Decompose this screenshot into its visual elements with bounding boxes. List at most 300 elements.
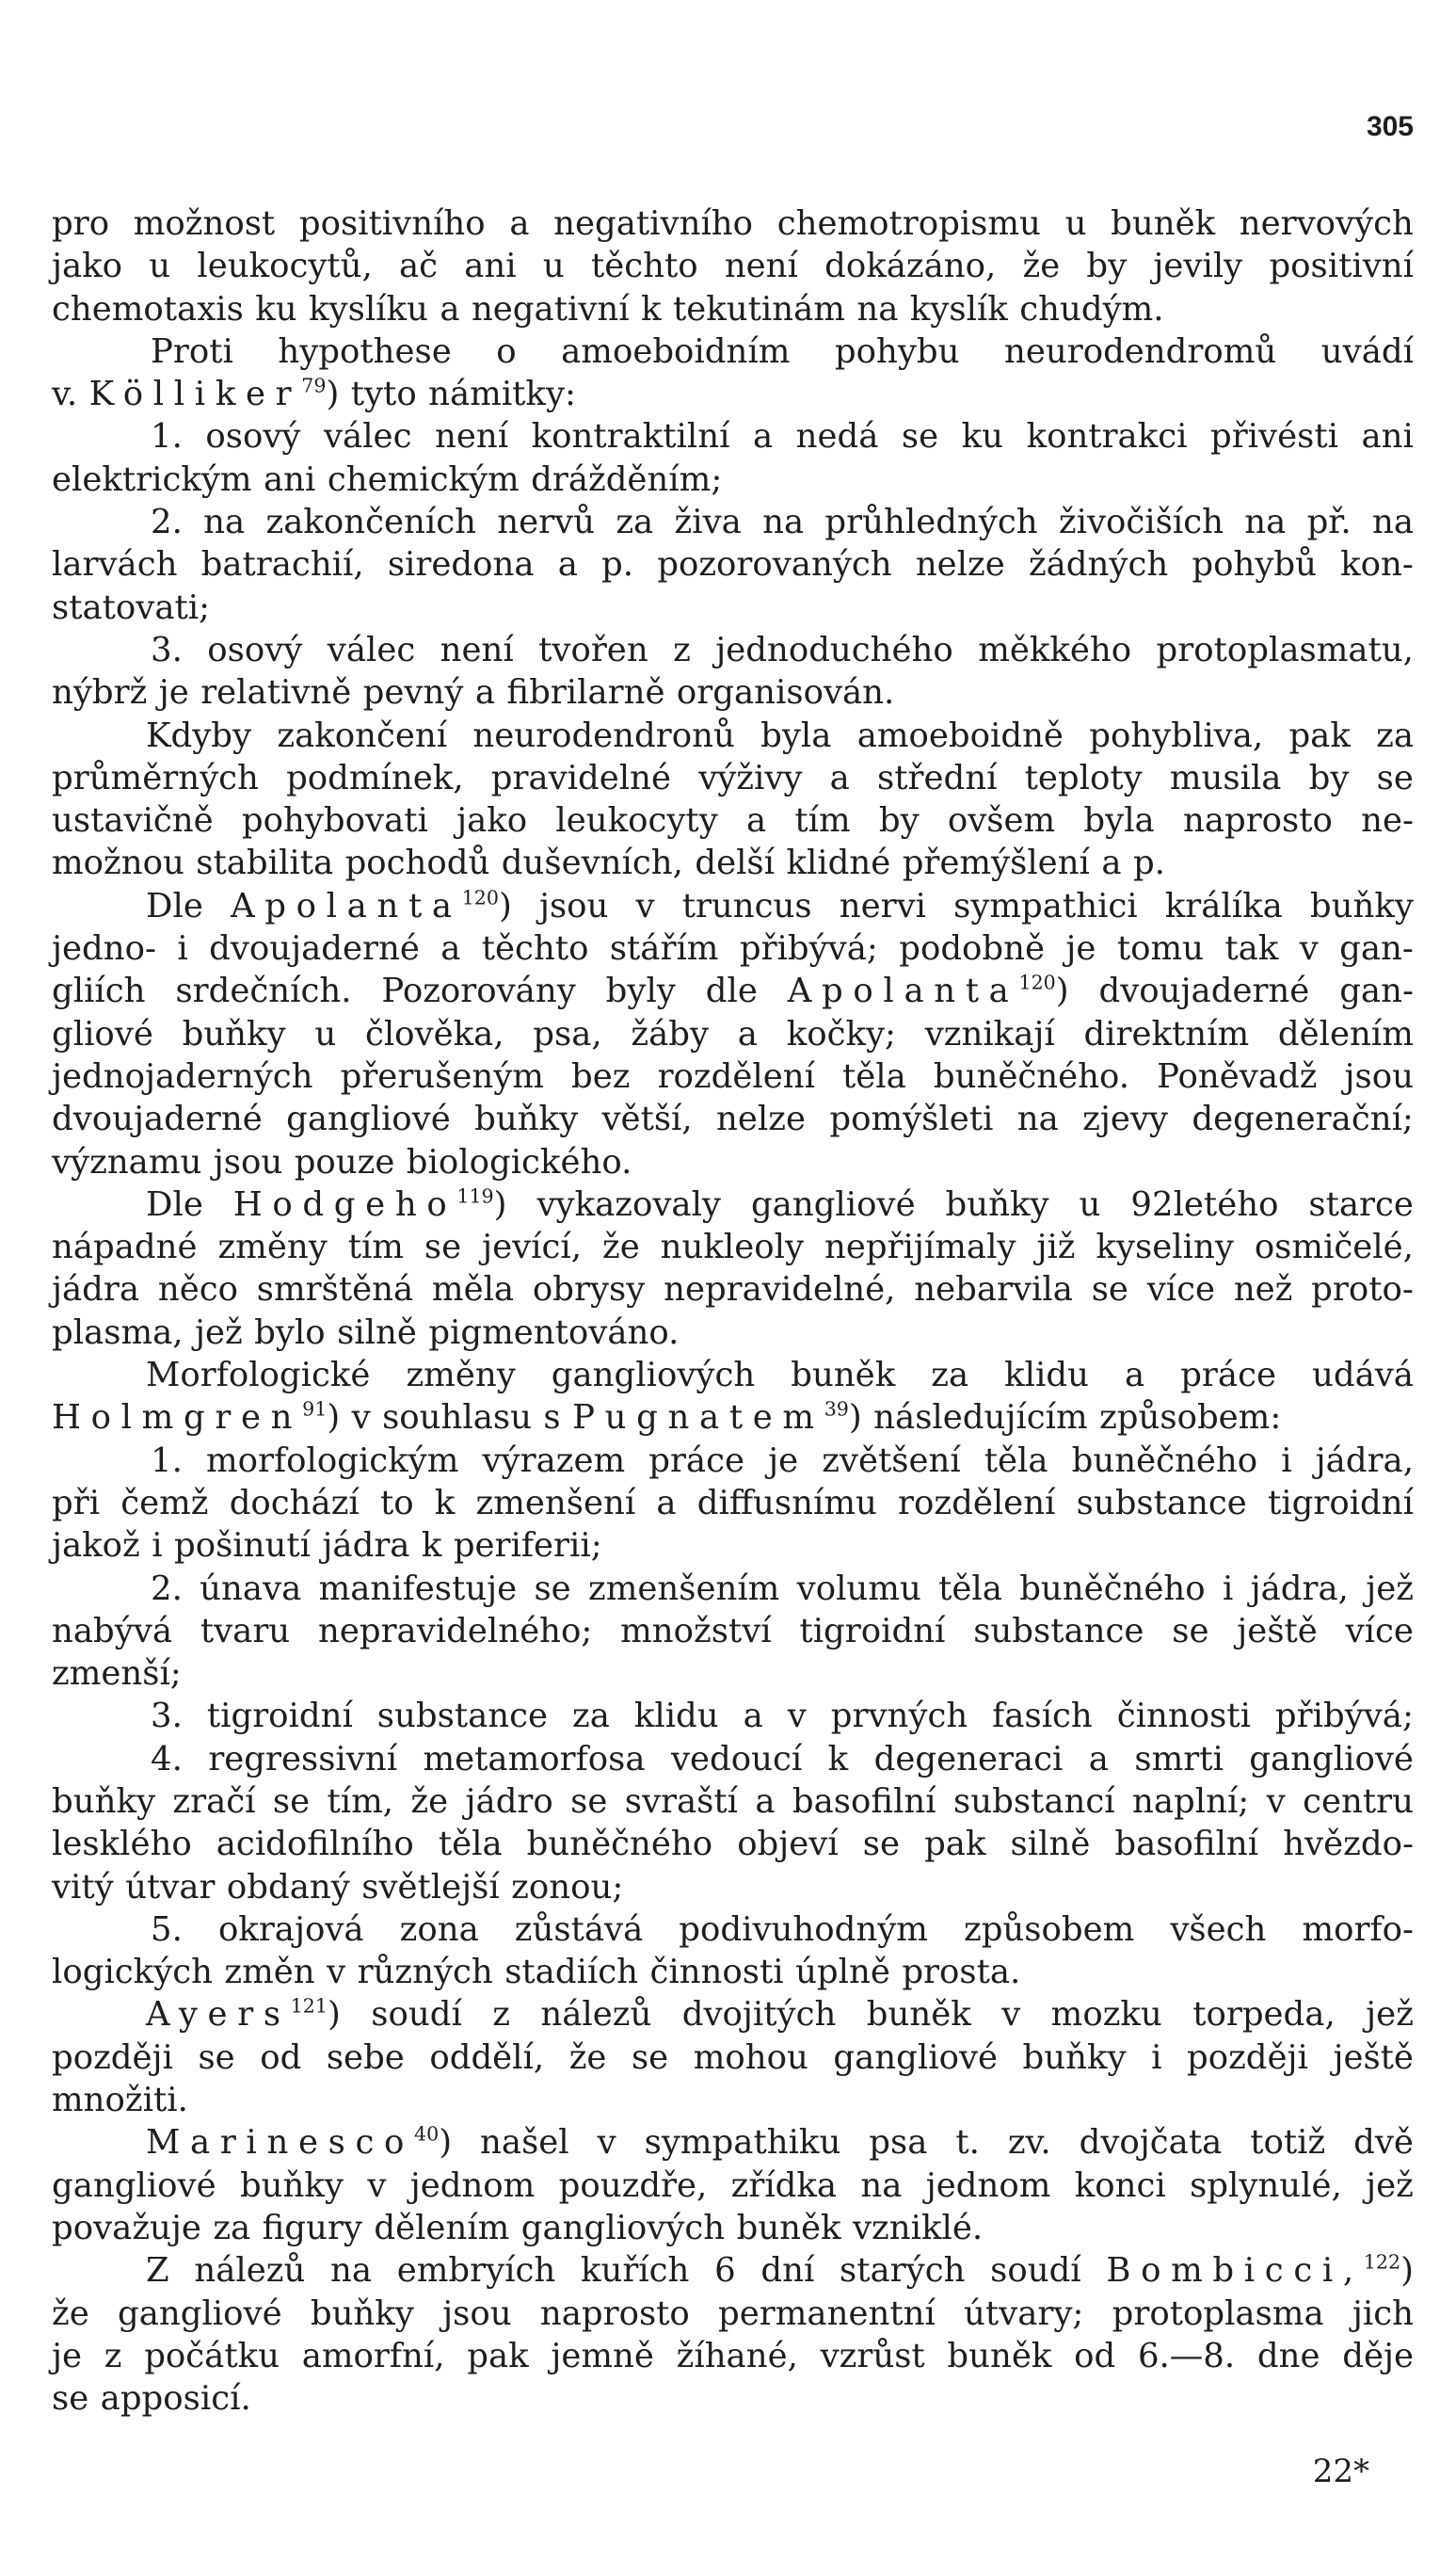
word: buňky [1309, 886, 1414, 925]
word: př. [1306, 503, 1352, 542]
word: srdečních. [175, 972, 352, 1011]
word: nálezů [540, 1995, 652, 2035]
text-line [52, 288, 1414, 330]
text-line [52, 1866, 1414, 1908]
word: by [1086, 247, 1128, 286]
text-line [52, 587, 1414, 629]
text-line [52, 2079, 1414, 2121]
author-name [146, 2121, 452, 2164]
text-line [52, 1226, 1414, 1268]
word: nabývá [52, 1611, 173, 1650]
word: tyto [350, 375, 417, 414]
citation-number: 79 [301, 374, 327, 397]
word: v [351, 1398, 371, 1438]
word: protoplasma [1112, 2293, 1324, 2333]
word: gliích [52, 972, 146, 1011]
word: v [787, 1697, 807, 1736]
word: delší [695, 844, 776, 883]
word: pohybliva, [1089, 716, 1264, 755]
word: králíka [1164, 886, 1283, 925]
word: acidofilního [216, 1825, 414, 1864]
citation-paren: ) [1400, 2251, 1414, 2291]
word: i [1281, 1440, 1292, 1480]
word: ne- [1361, 801, 1414, 841]
word: úplně [795, 1953, 890, 1992]
word: degeneraci [873, 1739, 1064, 1778]
word: jež [195, 1312, 243, 1352]
word: není [434, 417, 509, 457]
word: i [152, 1526, 163, 1566]
word: buněk [791, 1356, 896, 1395]
word: se [1376, 758, 1414, 797]
word: něco [157, 1270, 238, 1310]
text-line [52, 1738, 1414, 1780]
word: klidu [1004, 1356, 1089, 1395]
word: sympathiku [644, 2123, 841, 2163]
word: splynulé, [1190, 2165, 1342, 2205]
word: pravidelné [490, 758, 671, 797]
word: přemýšlení [902, 844, 1090, 883]
word: naprosto [1182, 801, 1333, 841]
word: kuřích [580, 2251, 690, 2291]
word: osový [205, 417, 301, 457]
word: chudým. [1019, 289, 1164, 329]
word: udává [1312, 1356, 1414, 1395]
word: válec [327, 630, 416, 669]
text-line [52, 1354, 1414, 1396]
word: ku [961, 417, 1004, 457]
word: kontrakci [1026, 417, 1188, 457]
citation-paren: ) [498, 886, 512, 925]
text-line [52, 1141, 1414, 1183]
word: kočky; [786, 1014, 896, 1054]
word: zračí [172, 1781, 256, 1821]
text-line [52, 927, 1414, 970]
word: není [724, 247, 798, 286]
word: jsou [442, 2293, 512, 2333]
word: buněk [1111, 204, 1216, 243]
word: pouze [294, 1142, 395, 1182]
word: leukocytů, [197, 247, 373, 286]
word: protoplasmatu, [1156, 630, 1414, 669]
text-line [52, 757, 1414, 799]
word: přibývá; [739, 929, 878, 969]
word: uvádí [1320, 331, 1414, 371]
word: dvojčata [1079, 2123, 1223, 2163]
word: duševních, [501, 844, 683, 883]
word: nápadné [52, 1228, 198, 1267]
word: průměrných [52, 758, 259, 797]
word: 3. [151, 630, 183, 669]
word: na [860, 2165, 903, 2205]
word: degenerační; [1192, 1100, 1414, 1139]
word: ještě [1333, 2037, 1414, 2077]
word: nervi [839, 886, 926, 925]
citation-number: 39 [824, 1397, 849, 1421]
word: proto- [1311, 1270, 1414, 1310]
text-line [52, 2165, 1414, 2207]
word: oddělí, [429, 2037, 545, 2077]
citation-paren: ) [326, 375, 340, 414]
text-line [52, 202, 1414, 245]
word: ještě [1237, 1611, 1318, 1650]
author-name [89, 373, 340, 415]
word: manifestuje [318, 1569, 518, 1608]
text-line [52, 1993, 1414, 2036]
text-line [52, 1396, 1414, 1439]
word: žáby [631, 1014, 710, 1054]
citation-paren: ) [327, 1995, 341, 2035]
word: změny [406, 1356, 516, 1395]
word: k [421, 1526, 442, 1566]
word: osový [207, 630, 303, 669]
text-line [52, 1482, 1414, 1524]
word: těchto [481, 929, 589, 969]
word: a [745, 801, 767, 841]
word: larvách [52, 545, 178, 585]
word: se [272, 1781, 311, 1821]
citation-paren: ) [493, 1184, 507, 1224]
word: siredona [387, 545, 535, 585]
word: jako [456, 801, 528, 841]
author-name-text: Hodgeho [232, 1184, 457, 1224]
word: jádra, [1250, 1569, 1349, 1608]
word: dělením [374, 2208, 510, 2247]
word: pozorovaných [657, 545, 892, 585]
author-name-text: Apolanta [787, 972, 1019, 1011]
word: positivní [1269, 247, 1414, 286]
word: a [829, 758, 850, 797]
word: jádro [465, 1781, 553, 1821]
word: by [878, 801, 920, 841]
word: se [52, 2379, 89, 2419]
word: stářím [609, 929, 719, 969]
word: soudí [371, 1995, 462, 2035]
text-line [52, 1312, 1414, 1354]
word: se [198, 2037, 235, 2077]
word: buňky [52, 1781, 156, 1821]
word: počátku [144, 2336, 280, 2375]
word: že [52, 2293, 89, 2333]
citation-paren: ) [327, 1398, 341, 1438]
word: pak [924, 1825, 986, 1864]
word: pak [467, 2336, 529, 2375]
text-line [52, 2036, 1414, 2079]
word: bez [571, 1056, 631, 1096]
word: jež [1366, 2165, 1414, 2205]
word: větší, [601, 1100, 693, 1139]
word: později [52, 2037, 173, 2077]
word: nepravidelného; [317, 1611, 593, 1650]
word: jež [1366, 1569, 1414, 1608]
word: pigmentováno. [428, 1312, 680, 1352]
word: světlejší [361, 1867, 500, 1907]
word: amoeboidně [856, 716, 1064, 755]
word: 6 [714, 2251, 736, 2291]
citation-paren: ) [439, 2123, 453, 2163]
text-line [52, 459, 1414, 501]
word: i [1151, 2037, 1162, 2077]
word: vznikají [924, 1014, 1055, 1054]
word: měkkého [978, 630, 1132, 669]
word: jevící, [482, 1228, 583, 1267]
word: fibrilarně [506, 673, 665, 713]
word: výrazem [482, 1440, 626, 1480]
text-line [52, 1183, 1414, 1226]
word: smrštěná [256, 1270, 414, 1310]
word: plasma, [52, 1312, 184, 1352]
word: je [768, 1440, 799, 1480]
word: u [542, 247, 565, 286]
word: a [755, 1781, 776, 1821]
word: gangliové [750, 1184, 916, 1224]
text-line [52, 415, 1414, 458]
word: buněk [866, 1995, 971, 2035]
word: dne [1256, 2336, 1320, 2375]
word: přibývá; [1274, 1697, 1414, 1736]
author-name-text: Ayers [146, 1995, 291, 2035]
word: Z [146, 2251, 169, 2291]
word: volumu [796, 1569, 921, 1608]
word: souhlasu [382, 1398, 532, 1438]
word: buněčného [526, 1825, 713, 1864]
word: tak [1224, 929, 1279, 969]
author-name [1106, 2249, 1414, 2292]
word: gangliové [833, 2037, 999, 2077]
word: žádných [1028, 545, 1169, 585]
author-name [572, 1396, 862, 1439]
word: ku [255, 289, 297, 329]
word: okrajová [217, 1909, 364, 1949]
word: buněčného [1071, 1440, 1258, 1480]
word: prosta. [902, 1953, 1021, 1992]
text-line [52, 2249, 1414, 2292]
text-line [52, 842, 1414, 884]
word: pošinutí [173, 1526, 311, 1566]
word: se [901, 417, 939, 457]
word: regressivní [208, 1739, 398, 1778]
text-line [52, 2121, 1414, 2164]
word: nervů [497, 503, 596, 542]
word: a [474, 673, 495, 713]
word: těla [984, 1440, 1048, 1480]
author-name-text: Apolanta [230, 886, 462, 925]
word: jich [1352, 2293, 1414, 2333]
text-line [52, 1568, 1414, 1610]
word: o [496, 331, 517, 371]
text-line [52, 1440, 1414, 1482]
word: gangliové [117, 2293, 282, 2333]
word: jednoduchého [715, 630, 953, 669]
word: klidu [633, 1697, 719, 1736]
word: torpeda, [1192, 1995, 1336, 2035]
word: zjevy [1082, 1100, 1168, 1139]
word: od [1074, 2336, 1116, 2375]
word: obrysy [532, 1270, 646, 1310]
word: než [1233, 1270, 1293, 1310]
word: tím, [327, 1781, 394, 1821]
word: gangliové [1249, 1739, 1414, 1778]
author-name [146, 1993, 341, 2036]
word: od [260, 2037, 302, 2077]
word: zvětšení [822, 1440, 961, 1480]
word: dvojitých [681, 1995, 837, 2035]
word: direktním [1083, 1014, 1250, 1054]
word: zakončení [277, 716, 448, 755]
word: měla [431, 1270, 515, 1310]
text-line [52, 1695, 1414, 1737]
word: nelze [915, 545, 1005, 585]
word: embryích [396, 2251, 556, 2291]
word: starých [840, 2251, 966, 2291]
word: morfo- [1302, 1909, 1414, 1949]
word: u [1064, 204, 1087, 243]
word: dochází [229, 1483, 360, 1522]
word: tigroidní [206, 1697, 353, 1736]
word: tím [347, 1228, 404, 1267]
word: buňky [1022, 2037, 1127, 2077]
word: 2. [151, 503, 183, 542]
word: Kdyby [146, 716, 252, 755]
word: amorfní, [301, 2336, 445, 2375]
word: možnou [52, 844, 184, 883]
text-line [52, 2207, 1414, 2249]
word: rozdělení [657, 1056, 815, 1096]
text-line [52, 1268, 1414, 1311]
body-text [52, 202, 1414, 2420]
word: podobně [899, 929, 1046, 969]
word: zřídka [730, 2165, 838, 2205]
word: objeví [737, 1825, 839, 1864]
word: dělením [1277, 1014, 1414, 1054]
word: drážděním; [531, 459, 723, 499]
word: a [440, 929, 461, 969]
word: přivésti [1209, 417, 1338, 457]
word: dní [760, 2251, 815, 2291]
word: ustavičně [52, 801, 214, 841]
word: byly [605, 972, 676, 1011]
word: a [1088, 1739, 1109, 1778]
word: že [410, 1781, 449, 1821]
word: střední [877, 758, 998, 797]
word: jedno- [52, 929, 156, 969]
text-line [52, 629, 1414, 671]
word: smrti [1134, 1739, 1224, 1778]
word: hvězdo- [1283, 1825, 1414, 1864]
word: neurodendronů [472, 716, 735, 755]
word: ovšem [947, 801, 1056, 841]
word: rozdělení [898, 1483, 1056, 1522]
word: Dle [146, 886, 203, 925]
word: jádra, [1315, 1440, 1414, 1480]
word: činnosti [1116, 1697, 1251, 1736]
word: průhledných [824, 503, 1038, 542]
word: na [1016, 1100, 1059, 1139]
word: buňky [310, 2293, 414, 2333]
word: tomu [1116, 929, 1204, 969]
word: osmičelé, [1254, 1228, 1414, 1267]
word: p. [601, 545, 634, 585]
word: podivuhodným [679, 1909, 928, 1949]
word: námitky: [428, 375, 576, 414]
word: je [158, 673, 189, 713]
text-line [52, 799, 1414, 842]
word: chemotropismu [776, 204, 1041, 243]
word: dokázáno, [824, 247, 997, 286]
word: je [1065, 929, 1096, 969]
word: se [631, 2037, 669, 2077]
word: starce [1308, 1184, 1414, 1224]
word: substance [1076, 1483, 1247, 1522]
citation-paren: ) [1055, 972, 1069, 1011]
word: ani [1361, 417, 1414, 457]
word: žíhané, [676, 2336, 798, 2375]
word: sebe [326, 2037, 405, 2077]
word: buňky [239, 2165, 344, 2205]
text-line [52, 1013, 1414, 1055]
word: že [568, 2037, 607, 2077]
word: a [752, 417, 774, 457]
word: pohybů [1192, 545, 1317, 585]
word: periferii; [453, 1526, 602, 1566]
word: Pozorovány [381, 972, 576, 1011]
author-name-text: Holmgren [52, 1398, 303, 1438]
word: k [827, 1739, 849, 1778]
word: zakončeních [265, 503, 476, 542]
word: logických [52, 1953, 213, 1992]
word: figury [262, 2208, 362, 2247]
word: dle [705, 972, 758, 1011]
word: stabilita [196, 844, 334, 883]
word: se [1091, 1270, 1128, 1310]
word: gan- [1339, 929, 1414, 969]
word: kyslík [909, 289, 1008, 329]
author-name [233, 1183, 507, 1226]
word: jednom [409, 2165, 536, 2205]
word: tvořen [538, 630, 648, 669]
citation-number: 121 [290, 1995, 328, 2019]
word: klidné [786, 844, 891, 883]
word: za [1376, 716, 1414, 755]
word: morfologickým [205, 1440, 459, 1480]
word: vzniklé. [853, 2208, 984, 2247]
word: psa [869, 2123, 928, 2163]
word: v [597, 2123, 616, 2163]
word: naprosto [539, 2293, 690, 2333]
text-line [52, 1524, 1414, 1567]
word: buňky [474, 1100, 579, 1139]
word: biologického. [406, 1142, 632, 1182]
citation-number: 119 [456, 1184, 494, 1208]
text-line [52, 373, 1414, 415]
citation-paren: ) [848, 1398, 862, 1438]
word: gangliových [520, 2208, 726, 2247]
word: útvary; [964, 2293, 1084, 2333]
word: substance [376, 1697, 549, 1736]
word: za [931, 1356, 969, 1395]
word: gangliové [52, 2165, 216, 2205]
word: fasích [992, 1697, 1093, 1736]
word: 1. [151, 1440, 183, 1480]
word: jež [1366, 1995, 1414, 2035]
word: významu [52, 1142, 202, 1182]
word: ani [464, 247, 517, 286]
word: že [601, 1228, 640, 1267]
word: pouzdře, [558, 2165, 708, 2205]
text-line [52, 2293, 1414, 2335]
word: statovati; [52, 587, 211, 627]
word: byla [760, 716, 832, 755]
